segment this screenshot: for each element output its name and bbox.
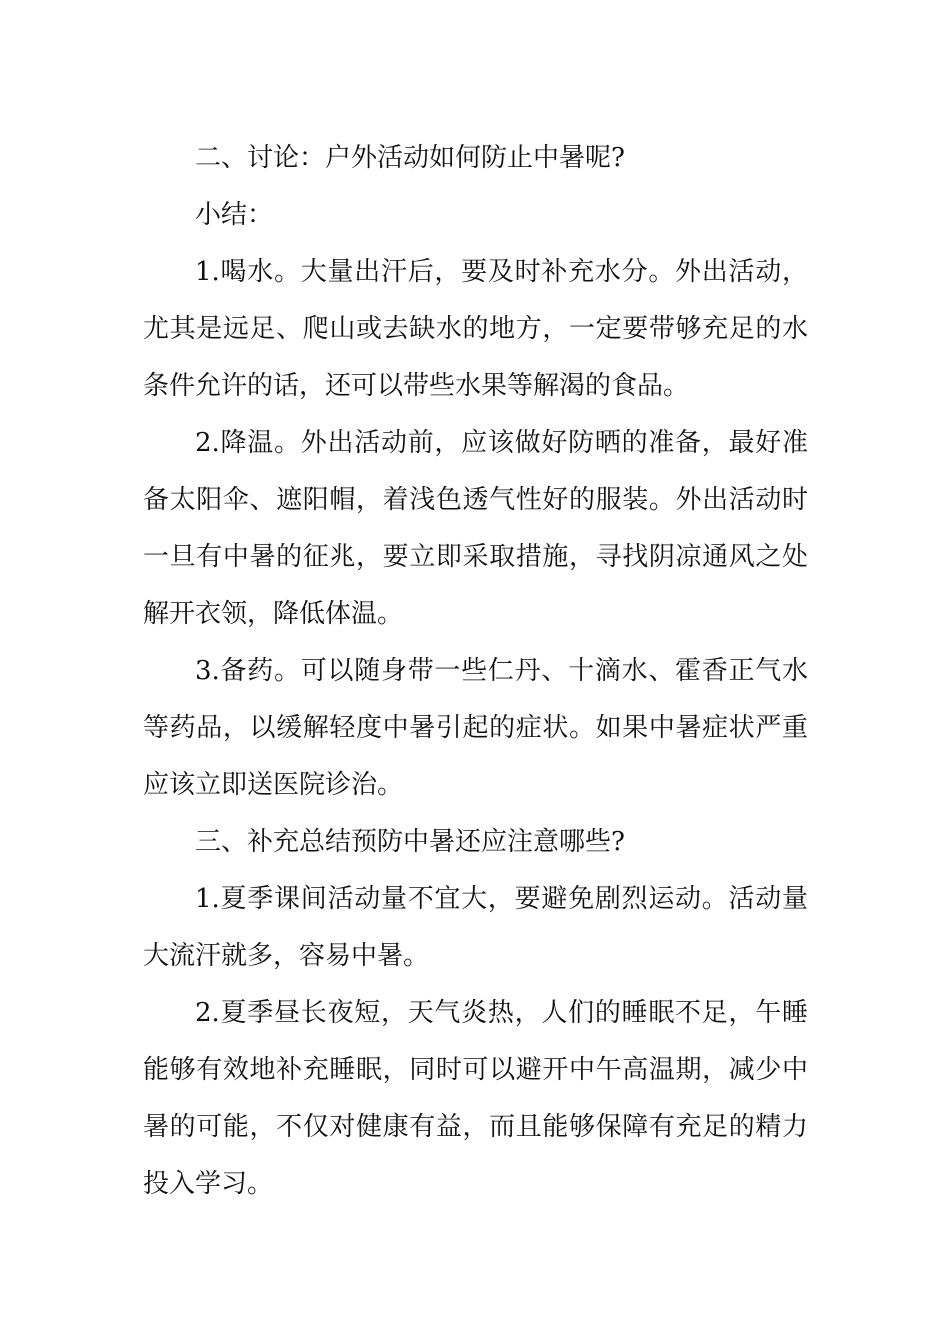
paragraph-cool-down: 2.降温。外出活动前，应该做好防晒的准备，最好准备太阳伞、遮阳帽，着浅色透气性好的服装。外出活动时一旦有中暑的征兆，要立即采取措施，寻找阴凉通风之处解开衣领，降低体温。 (143, 428, 808, 629)
paragraph-medicine: 3.备药。可以随身带一些仁丹、十滴水、霍香正气水等药品，以缓解轻度中暑引起的症状。如果中暑症状严重应该立即送医院诊治。 (143, 656, 808, 800)
discussion-heading: 二、讨论：户外活动如何防止中暑呢? (195, 143, 625, 173)
supplement-heading: 三、补充总结预防中暑还应注意哪些? (195, 827, 625, 857)
paragraph-activity: 1.夏季课间活动量不宜大，要避免剧烈运动。活动量大流汗就多，容易中暑。 (143, 884, 808, 971)
paragraph-drink-water: 1.喝水。大量出汗后，要及时补充水分。外出活动，尤其是远足、爬山或去缺水的地方，一定要带够充足的水条件允许的话，还可以带些水果等解渴的食品。 (143, 257, 808, 401)
summary-label: 小结： (195, 200, 274, 230)
document-body (143, 130, 808, 1213)
paragraph-nap: 2.夏季昼长夜短，天气炎热，人们的睡眠不足，午睡能够有效地补充睡眠，同时可以避开中午高温期，减少中暑的可能，不仅对健康有益，而且能够保障有充足的精力投入学习。 (143, 998, 808, 1199)
